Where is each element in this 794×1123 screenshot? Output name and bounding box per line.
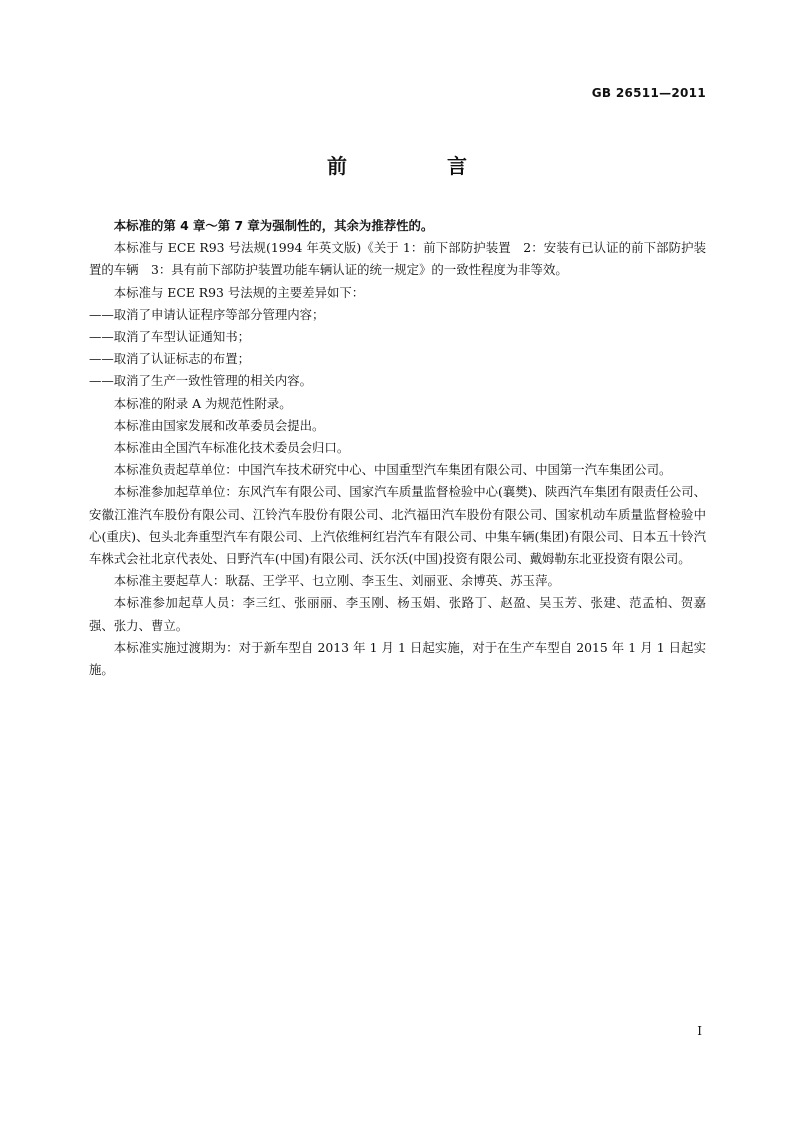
paragraph-transition-period: 本标准实施过渡期为：对于新车型自 2013 年 1 月 1 日起实施，对于在生产车型自 2015 年 1 月 1 日起实施。 [89, 639, 706, 678]
paragraph-participating-drafters: 本标准参加起草人员：李三红、张丽丽、李玉刚、杨玉娟、张路丁、赵盈、吴玉芳、张建、范孟柏、贺嘉强、张力、曹立。 [89, 595, 706, 633]
paragraph-under-jurisdiction: 本标准由全国汽车标准化技术委员会归口。 [113, 440, 350, 456]
list-item: ——取消了申请认证程序等部分管理内容； [89, 306, 325, 322]
paragraph-drafting-participants: 本标准参加起草单位：东风汽车有限公司、国家汽车质量监督检验中心(襄樊)、陕西汽车集团有限责任公司、安徽江淮汽车股份有限公司、江铃汽车股份有限公司、北汽福田汽车股份有限公司、国家机动车质量监督检验中心(重庆)、包头北奔重型汽车有限公司、上汽依维柯红岩汽车有限公司、中集车辆(集团)有限公司、日本五十铃汽车株式会社北京代表处、日野汽车(中国)有限公司、沃尔沃(中国)投资有限公司、戴姆勒东北亚投资有限公司。 [89, 484, 706, 567]
paragraph-equivalence: 本标准与 ECE R93 号法规(1994 年英文版)《关于 1：前下部防护装置 2：安装有已认证的前下部防护装置的车辆 3：具有前下部防护装置功能车辆认证的统一规定》的一致性程度为非等效。 [89, 240, 706, 278]
paragraph-main-drafters: 本标准主要起草人：耿磊、王学平、乜立刚、李玉生、刘丽亚、余博英、苏玉萍。 [113, 573, 560, 589]
list-item: ——取消了认证标志的布置； [89, 351, 251, 367]
list-item: ——取消了车型认证通知书； [89, 329, 251, 345]
page-number: I [697, 1024, 702, 1038]
page-title: 前 言 [327, 154, 507, 178]
paragraph-proposed-by: 本标准由国家发展和改革委员会提出。 [113, 417, 325, 433]
foreword-body [89, 215, 706, 681]
paragraph-differences-intro: 本标准与 ECE R93 号法规的主要差异如下： [113, 284, 365, 300]
paragraph-annex: 本标准的附录 A 为规范性附录。 [113, 395, 292, 411]
standard-number: GB 26511—2011 [591, 86, 706, 100]
list-item: ——取消了生产一致性管理的相关内容。 [89, 373, 313, 389]
paragraph-drafting-lead: 本标准负责起草单位：中国汽车技术研究中心、中国重型汽车集团有限公司、中国第一汽车集团公司。 [113, 462, 672, 478]
paragraph-mandatory-clauses: 本标准的第 4 章～第 7 章为强制性的，其余为推荐性的。 [113, 218, 434, 233]
